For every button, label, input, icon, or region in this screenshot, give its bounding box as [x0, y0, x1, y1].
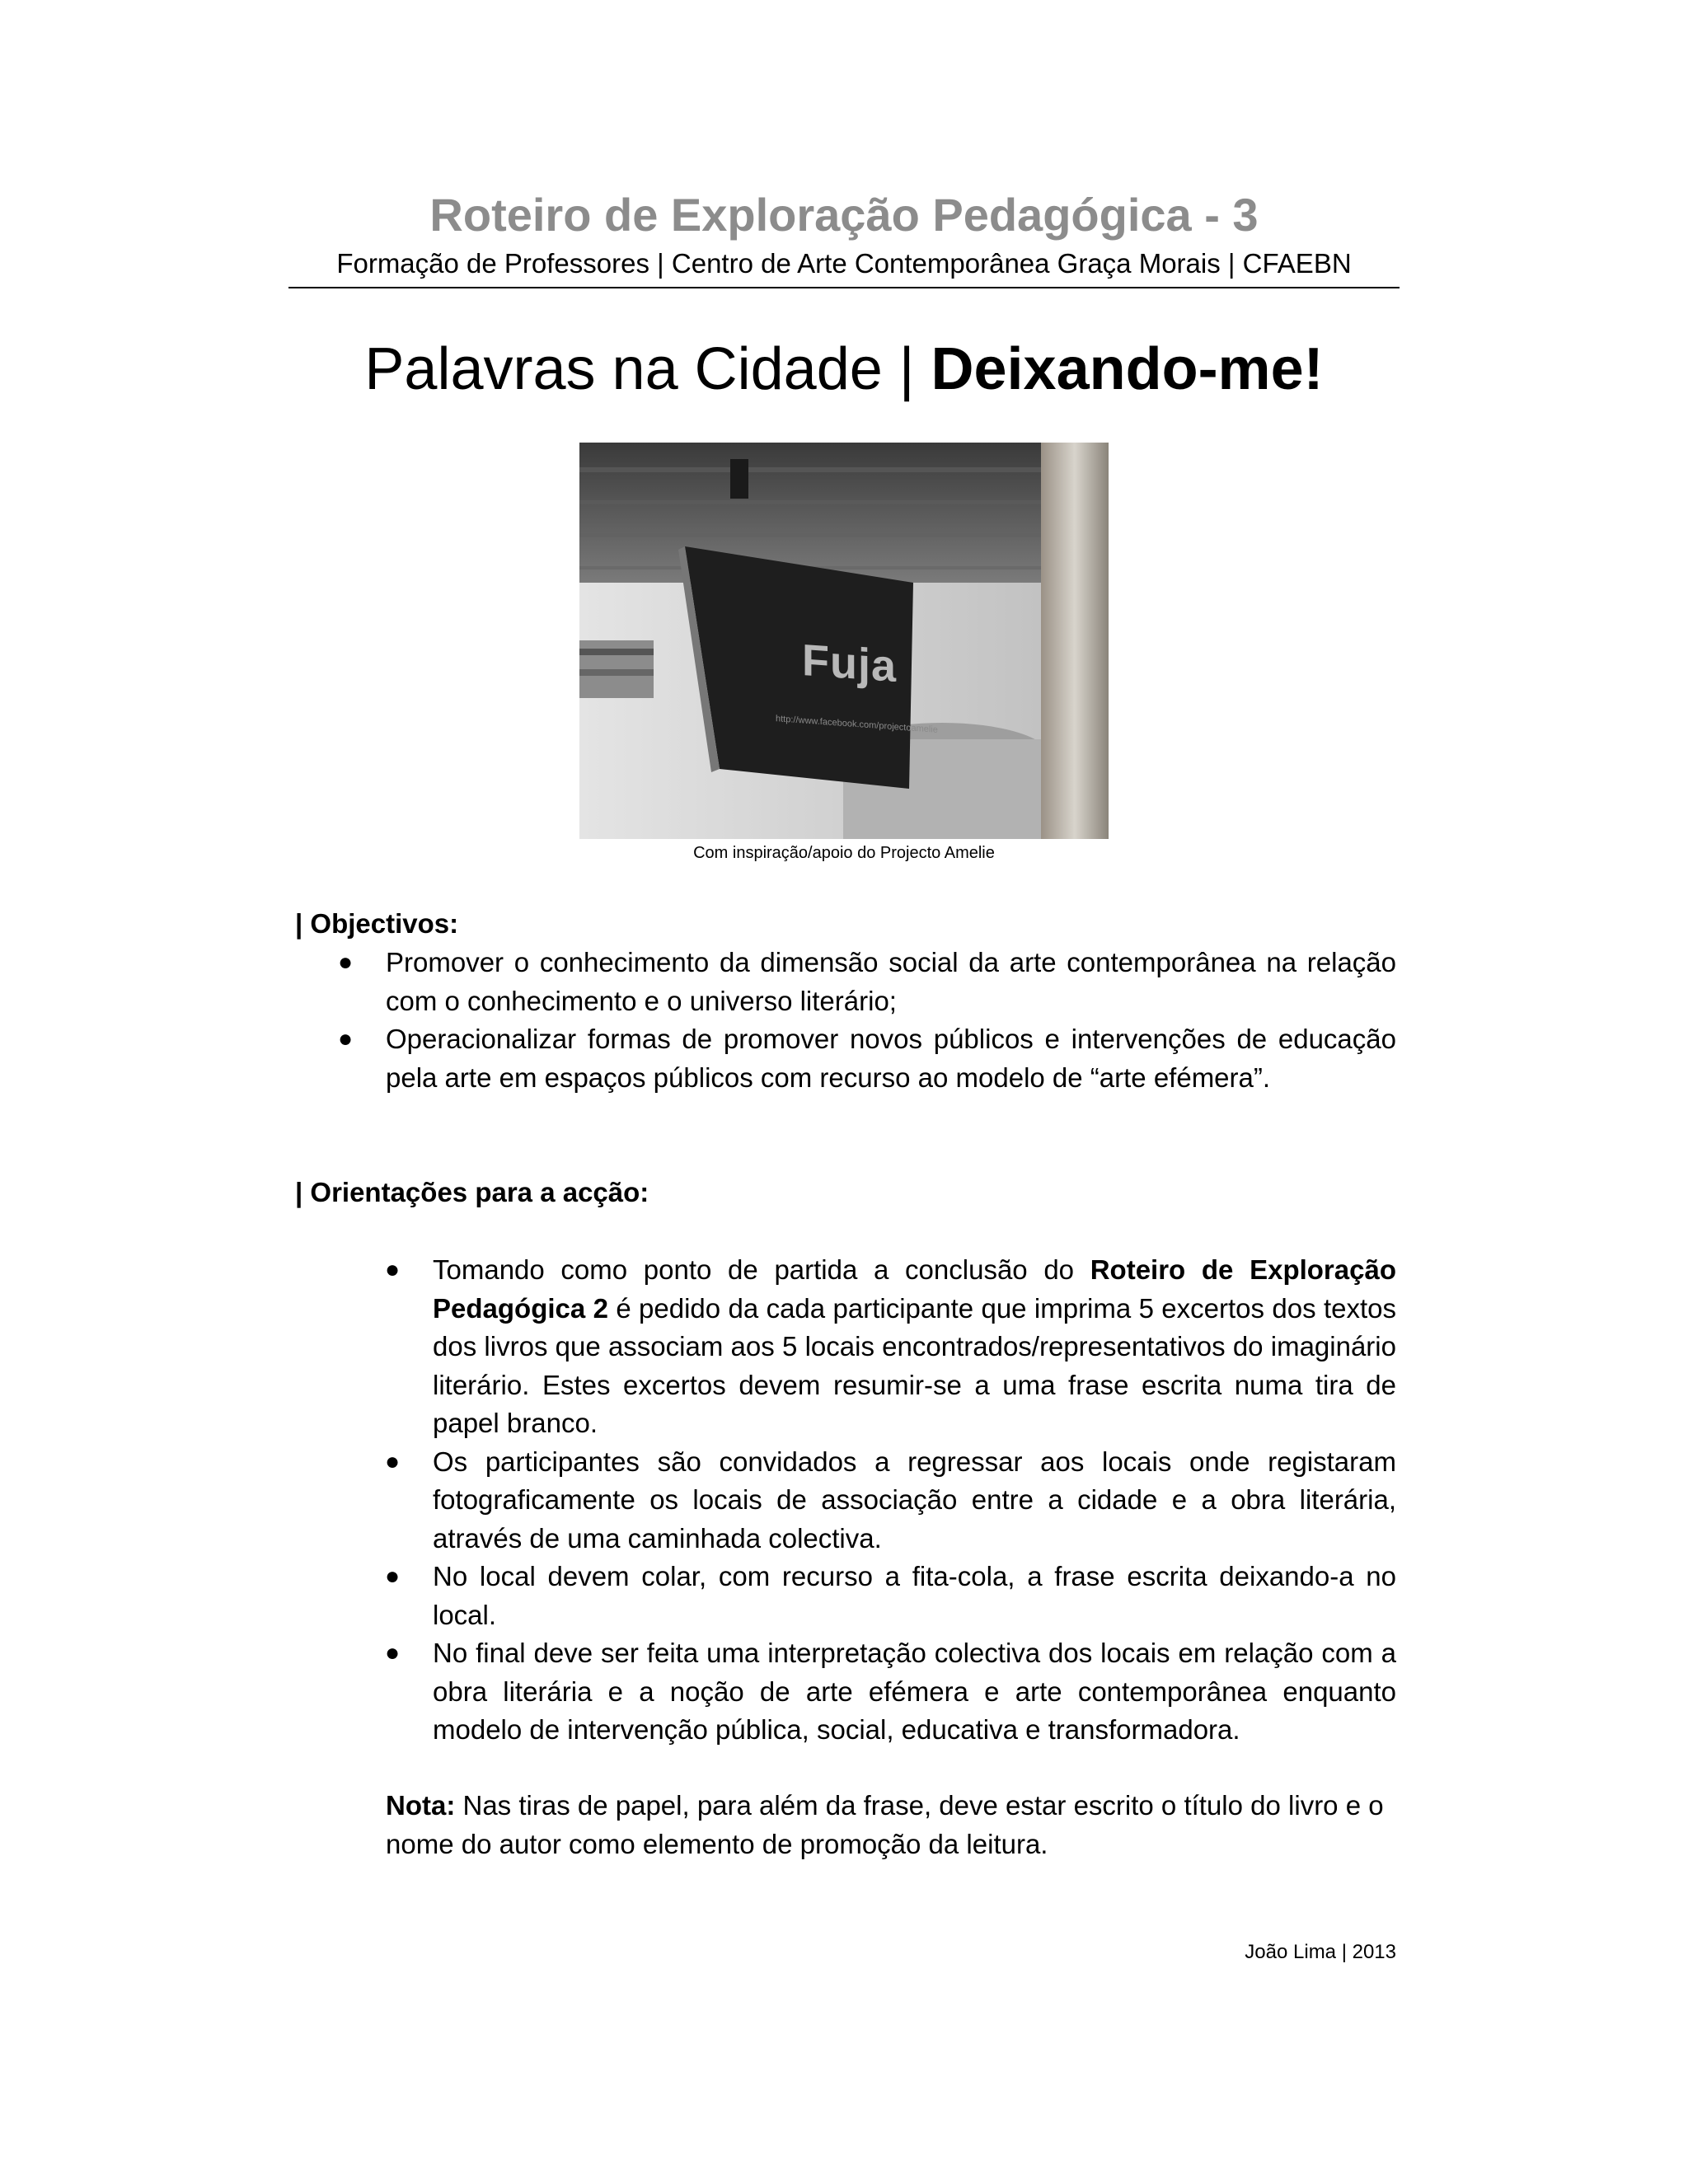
header-subtitle: Formação de Professores | Centro de Arte Contemporânea Graça Morais | CFAEBN [336, 248, 1352, 279]
bullet-icon: ● [338, 949, 354, 976]
note-text: Nas tiras de papel, para além da frase, deve estar escrito o título do livro e o nome do autor como elemento de promoção da leitura. [386, 1790, 1384, 1859]
sign-photo [579, 443, 1109, 839]
note-label: Nota: [386, 1790, 456, 1821]
list-item: ● Tomando como ponto de partida a conclusão do Roteiro de Exploração Pedagógica 2 é pedido da cada participante que imprima 5 excertos dos textos dos livros que associam aos 5 locais encontrados/representativos do imaginário literário. Estes excertos devem resumir-se a uma frase escrita numa tira de papel branco. [433, 1251, 1396, 1443]
sign-url: http://www.facebook.com/projectoamelie [776, 714, 938, 735]
photo-caption: Com inspiração/apoio do Projecto Amelie [693, 844, 995, 862]
list-item: ● Operacionalizar formas de promover novos públicos e intervenções de educação pela arte em espaços públicos com recurso ao modelo de “arte efémera”. [386, 1020, 1396, 1097]
list-item: ● Os participantes são convidados a regressar aos locais onde registaram fotograficamente os locais de associação entre a cidade e a obra literária, através de uma caminhada colectiva. [433, 1443, 1396, 1558]
bullet-icon: ● [338, 1025, 354, 1052]
header-divider [288, 287, 1400, 288]
sign-word: Fuja [802, 635, 898, 692]
document-title-regular: Palavras na Cidade | [364, 336, 931, 402]
bullet-icon: ● [385, 1447, 401, 1475]
bullet-icon: ● [385, 1563, 401, 1590]
sign-photo-illustration [579, 443, 1109, 839]
objectives-list [338, 944, 1396, 1097]
bullet-icon: ● [385, 1639, 401, 1666]
footer-author: João Lima | 2013 [1245, 1941, 1396, 1963]
document-title [0, 330, 1688, 409]
guidelines-list [385, 1251, 1397, 1750]
list-item: ● No final deve ser feita uma interpretação colectiva dos locais em relação com a obra literária e a noção de arte efémera e arte contemporânea enquanto modelo de intervenção pública, social, educativa e transformadora. [433, 1634, 1396, 1750]
list-item: ● Promover o conhecimento da dimensão social da arte contemporânea na relação com o conhecimento e o universo literário; [386, 944, 1396, 1020]
objectives-heading: | Objectivos: [295, 908, 459, 939]
bullet-icon: ● [385, 1256, 401, 1283]
list-item: ● No local devem colar, com recurso a fita-cola, a frase escrita deixando-a no local. [433, 1558, 1396, 1634]
header-title: Roteiro de Exploração Pedagógica - 3 [429, 189, 1259, 241]
document-title-bold: Deixando-me! [931, 336, 1324, 402]
note-paragraph [386, 1787, 1396, 1863]
guidelines-heading: | Orientações para a acção: [295, 1177, 649, 1207]
